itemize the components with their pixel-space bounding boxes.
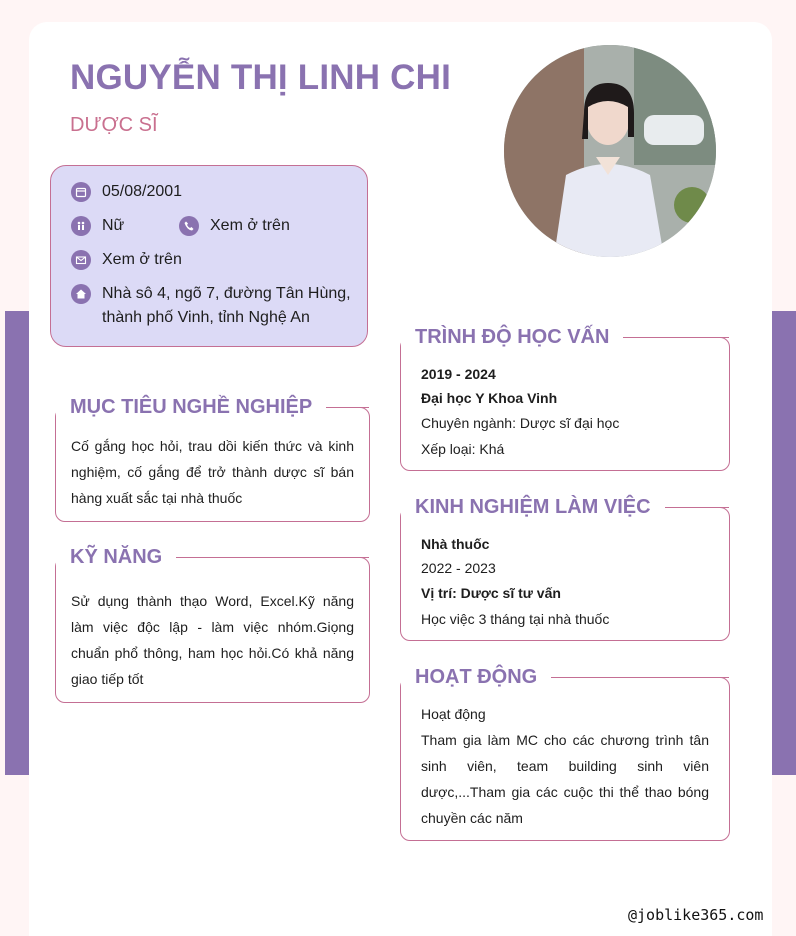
- section-title-rule: [551, 677, 729, 678]
- address-line-1: Nhà sô 4, ngõ 7, đường Tân Hùng,: [102, 285, 351, 302]
- profile-photo: [504, 45, 716, 257]
- address-line-2: thành phố Vinh, tỉnh Nghệ An: [102, 309, 310, 326]
- gender-icon: [71, 216, 91, 236]
- experience-detail: Học việc 3 tháng tại nhà thuốc: [421, 611, 610, 627]
- experience-years: 2022 - 2023: [421, 560, 496, 576]
- gender-row: [71, 214, 124, 238]
- education-major: Chuyên ngành: Dược sĩ đại học: [421, 415, 620, 431]
- birthday-value: 05/08/2001: [102, 183, 183, 200]
- education-body: [421, 362, 711, 462]
- education-years: 2019 - 2024: [421, 366, 496, 382]
- gender-value: Nữ: [102, 217, 125, 234]
- calendar-icon: [71, 182, 91, 202]
- right-accent-band: [772, 311, 796, 775]
- skills-title: KỸ NĂNG: [56, 544, 176, 570]
- phone-value: Xem ở trên: [210, 217, 290, 234]
- section-title-rule: [665, 507, 729, 508]
- experience-title: KINH NGHIỆM LÀM VIỆC: [401, 494, 665, 520]
- skills-text: Sử dụng thành thạo Word, Excel.Kỹ năng làm việc độc lập - làm việc nhóm.Giọng chuẩn phổ thông, ham học hỏi.Có khả năng giao tiếp tốt: [71, 593, 354, 687]
- experience-body: [421, 532, 711, 632]
- birthday-row: [71, 180, 182, 204]
- email-row: [71, 248, 182, 272]
- candidate-name: NGUYỄN THỊ LINH CHI: [70, 58, 452, 97]
- home-icon: [71, 284, 91, 304]
- phone-row: [179, 214, 290, 238]
- email-value: Xem ở trên: [102, 251, 182, 268]
- job-title: DƯỢC SĨ: [70, 114, 158, 136]
- left-accent-band: [5, 311, 29, 775]
- address-value: [102, 282, 351, 330]
- phone-icon: [179, 216, 199, 236]
- activities-text: Tham gia làm MC cho các chương trình tân sinh viên, team building sinh viên dược,...Tham gia các cuộc thi thể thao bóng chuyền các năm: [421, 732, 709, 826]
- watermark: @joblike365.com: [628, 906, 764, 924]
- objective-title: MỤC TIÊU NGHỀ NGHIỆP: [56, 394, 326, 420]
- experience-company: Nhà thuốc: [421, 536, 490, 552]
- mail-icon: [71, 250, 91, 270]
- experience-role: Vị trí: Dược sĩ tư vấn: [421, 585, 561, 601]
- section-title-rule: [623, 337, 729, 338]
- education-grade: Xếp loại: Khá: [421, 441, 505, 457]
- education-title: TRÌNH ĐỘ HỌC VẤN: [401, 324, 623, 350]
- section-title-rule: [326, 407, 369, 408]
- education-school: Đại học Y Khoa Vinh: [421, 390, 558, 406]
- activities-body: [421, 701, 709, 831]
- activities-title: HOẠT ĐỘNG: [401, 664, 551, 690]
- activities-heading: Hoạt động: [421, 706, 486, 722]
- objective-text: Cố gắng học hỏi, trau dồi kiến thức và kinh nghiệm, cố gắng để trở thành dược sĩ bán hàng xuất sắc tại nhà thuốc: [71, 438, 354, 506]
- address-row: [71, 282, 351, 330]
- section-title-rule: [176, 557, 369, 558]
